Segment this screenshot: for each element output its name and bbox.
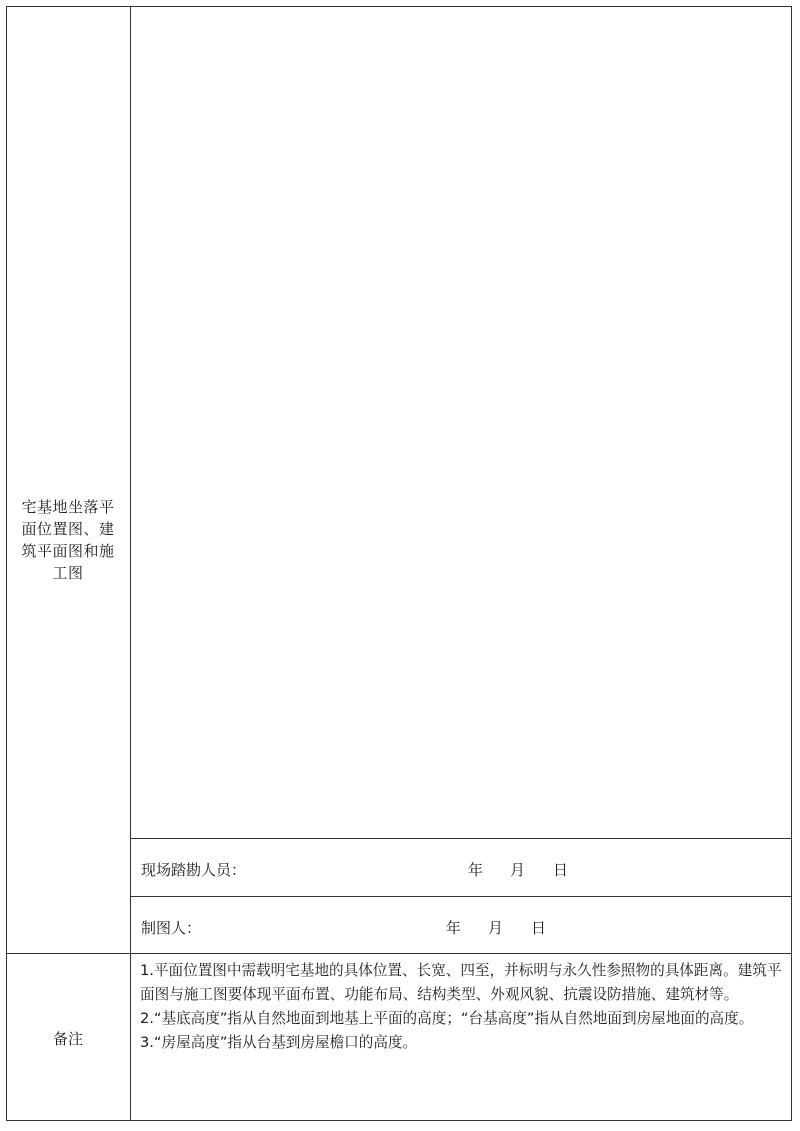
survey-date-day: 日 [553,861,569,879]
drafter-date-month: 月 [488,919,504,937]
drafter-label: 制图人： [141,919,202,937]
remark-item: 2.“基底高度”指从自然地面到地基上平面的高度；“台基高度”指从自然地面到房屋地面的高度。 [140,1010,754,1027]
remarks-content [140,959,788,1055]
drafter-date-day: 日 [531,919,547,937]
remarks-label: 备注 [52,1030,83,1048]
survey-date-month: 月 [510,861,526,879]
survey-staff-label: 现场踏勘人员： [141,861,247,879]
plan-label-line: 工图 [52,564,84,582]
plan-section-label [6,496,130,584]
plan-drawing-area[interactable] [131,7,791,838]
remark-item: 1.平面位置图中需载明宅基地的具体位置、长宽、四至，并标明与永久性参照物的具体距离。建筑平面图与施工图要体现平面布置、功能布局、结构类型、外观风貌、抗震设防措施、建筑材等。 [140,962,782,1003]
plan-label-line: 面位置图、建 [21,520,115,538]
border-bottom [6,1120,792,1121]
plan-label-line: 筑平面图和施 [21,542,115,560]
plan-label-line: 宅基地坐落平 [21,498,115,516]
remarks-top-divider [6,953,792,954]
remark-item: 3.“房屋高度”指从台基到房屋檐口的高度。 [140,1034,418,1051]
survey-date-year: 年 [468,861,484,879]
plan-bottom-divider [130,838,792,839]
drafter-date-year: 年 [446,919,462,937]
survey-bottom-divider [130,896,792,897]
